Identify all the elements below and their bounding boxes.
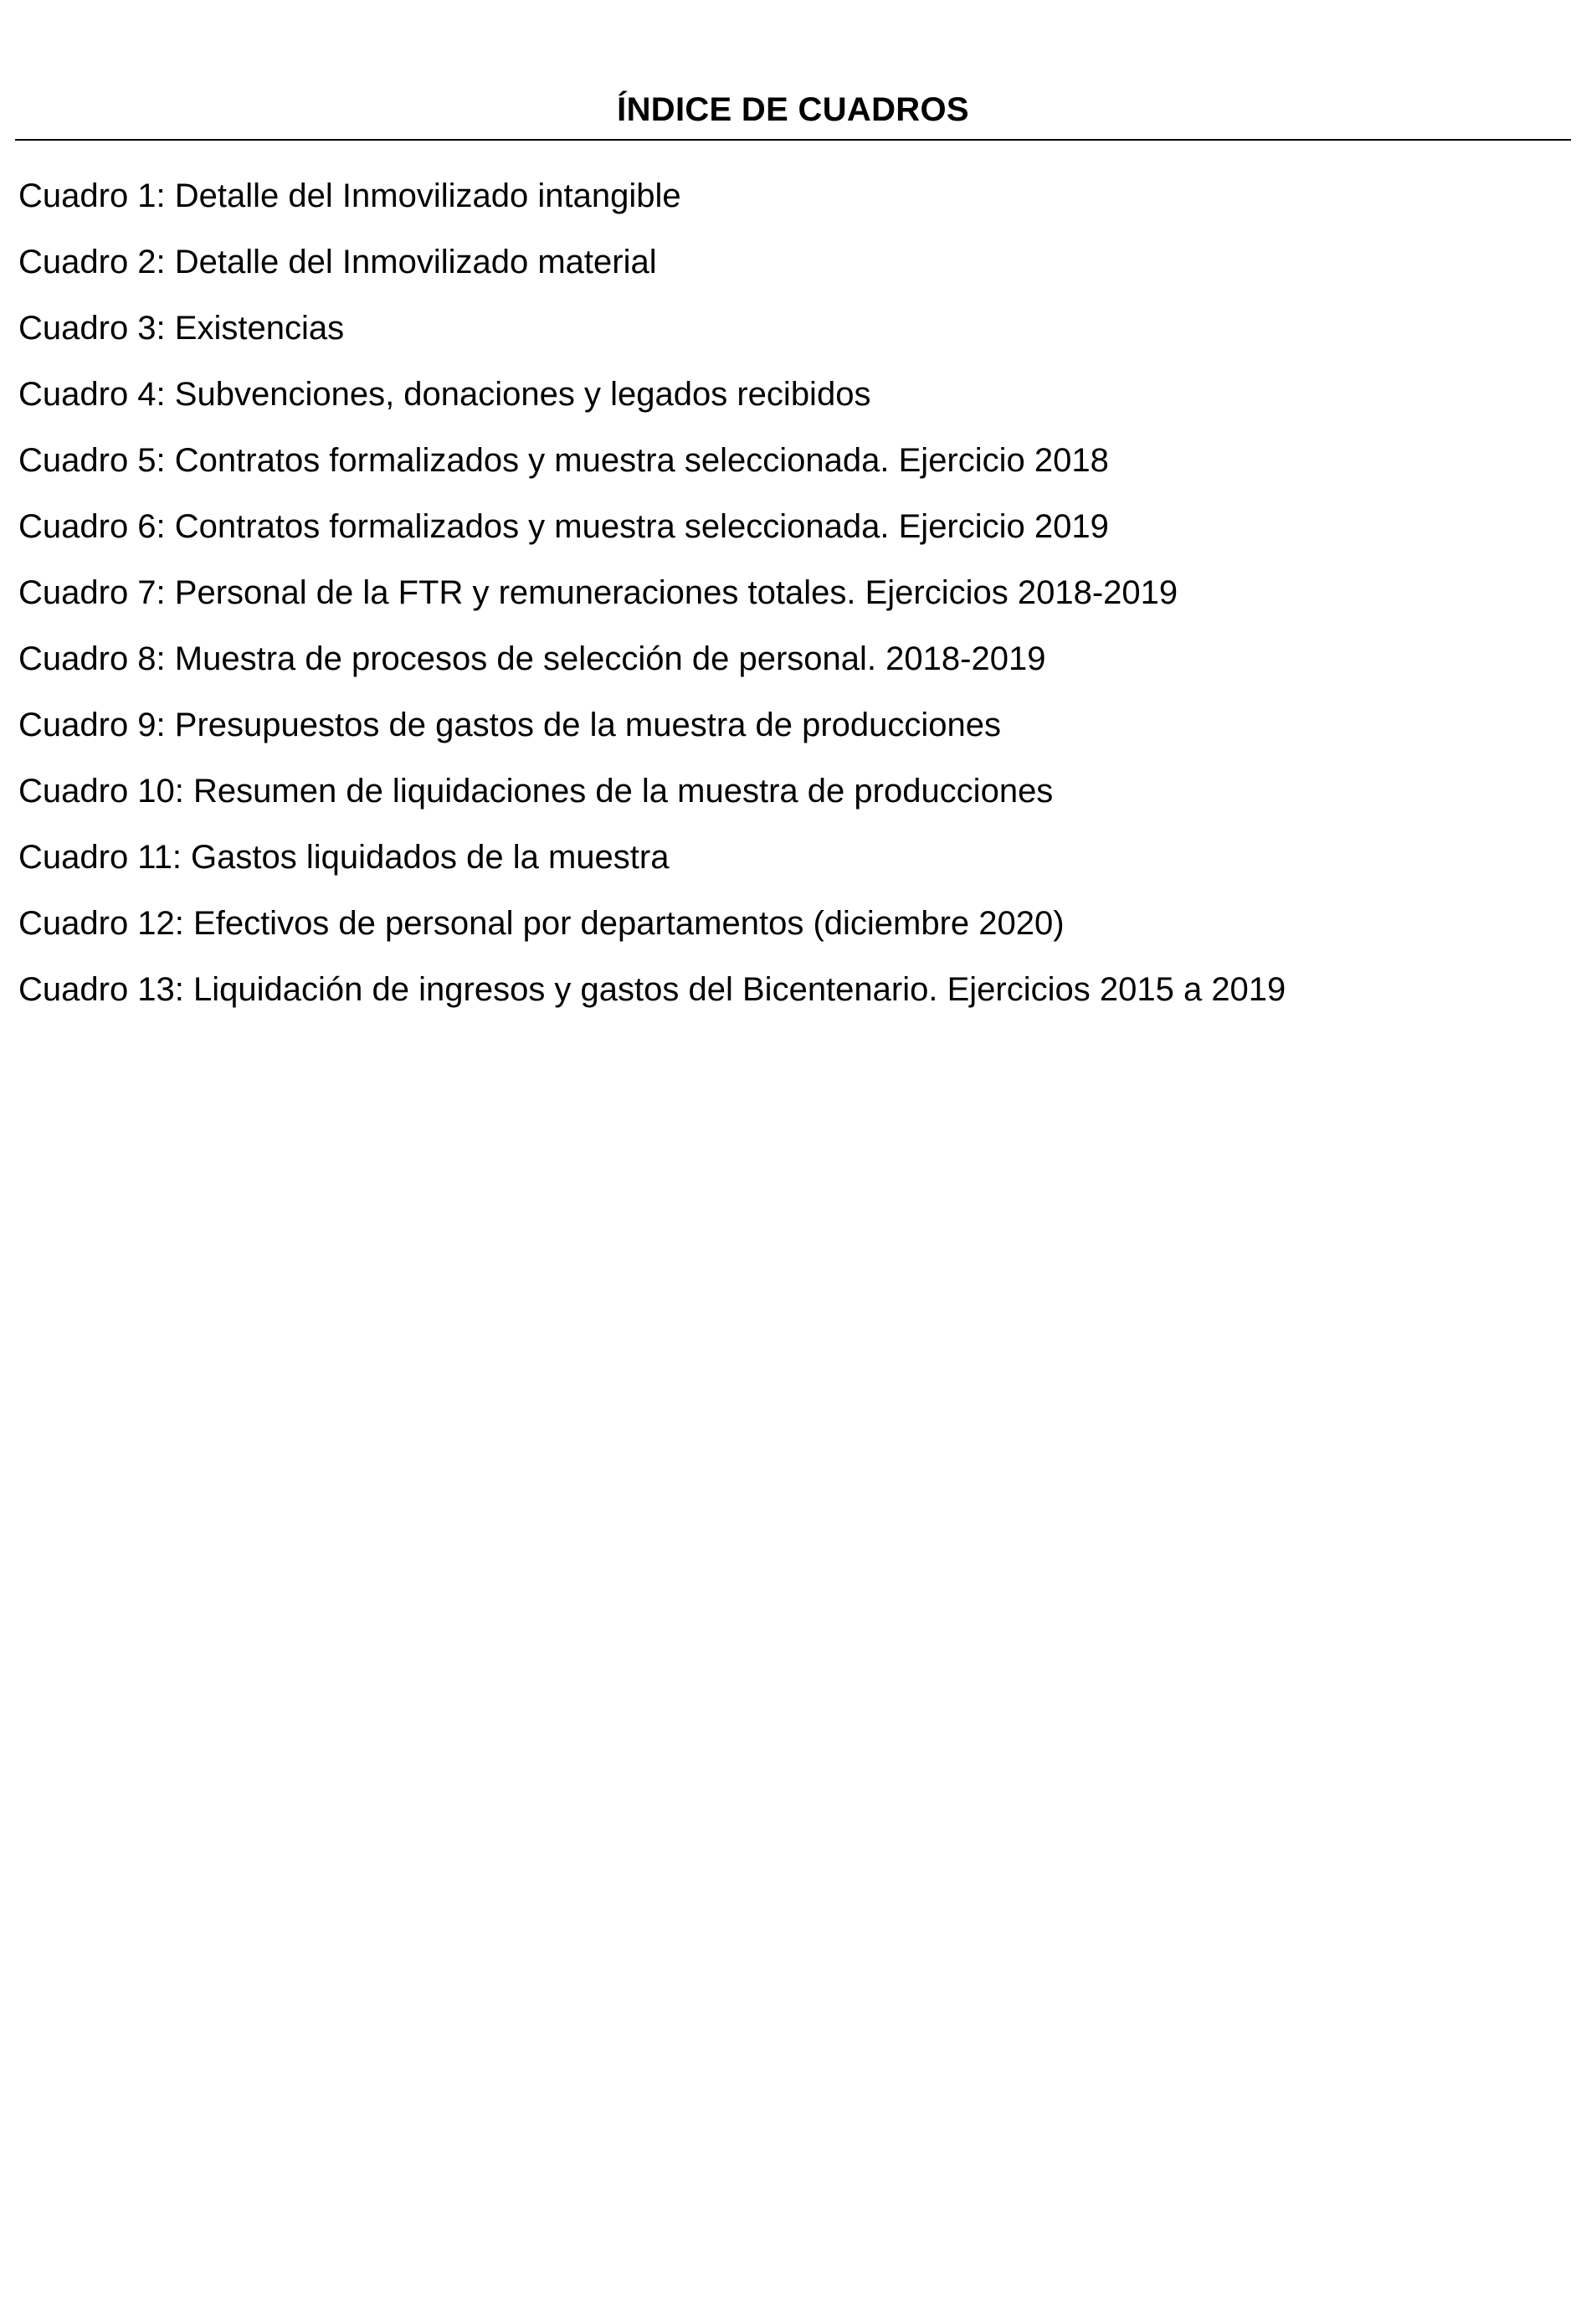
table-index-list xyxy=(18,177,1558,1036)
index-title: ÍNDICE DE CUADROS xyxy=(617,91,969,128)
index-entry-5: Cuadro 5: Contratos formalizados y muestra seleccionada. Ejercicio 2018 xyxy=(18,442,1109,479)
document-page xyxy=(15,0,1571,2324)
index-entry-1: Cuadro 1: Detalle del Inmovilizado intangible xyxy=(18,177,681,214)
index-entry-10: Cuadro 10: Resumen de liquidaciones de la muestra de producciones xyxy=(18,773,1054,810)
index-entry-8: Cuadro 8: Muestra de procesos de selección de personal. 2018-2019 xyxy=(18,640,1046,677)
index-entry-7: Cuadro 7: Personal de la FTR y remuneraciones totales. Ejercicios 2018-2019 xyxy=(18,574,1178,611)
index-entry-9: Cuadro 9: Presupuestos de gastos de la muestra de producciones xyxy=(18,707,1002,743)
index-entry-12: Cuadro 12: Efectivos de personal por departamentos (diciembre 2020) xyxy=(18,905,1065,942)
index-entry-6: Cuadro 6: Contratos formalizados y muestra seleccionada. Ejercicio 2019 xyxy=(18,508,1109,545)
index-entry-11: Cuadro 11: Gastos liquidados de la muestra xyxy=(18,839,670,876)
index-entry-4: Cuadro 4: Subvenciones, donaciones y legados recibidos xyxy=(18,376,871,413)
index-entry-13: Cuadro 13: Liquidación de ingresos y gastos del Bicentenario. Ejercicios 2015 a 2019 xyxy=(18,971,1286,1008)
index-entry-3: Cuadro 3: Existencias xyxy=(18,310,345,347)
index-entry-2: Cuadro 2: Detalle del Inmovilizado material xyxy=(18,244,657,280)
title-divider xyxy=(15,139,1571,141)
